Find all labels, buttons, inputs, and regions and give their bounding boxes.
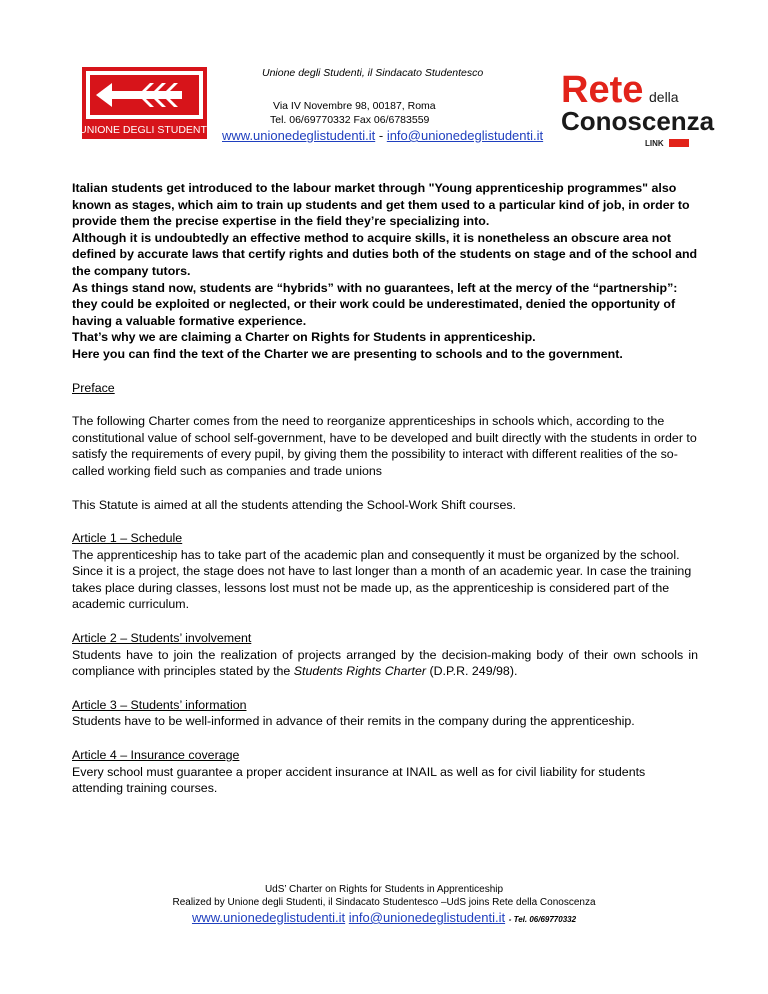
org-title: Unione degli Studenti, il Sindacato Studentesco [262,67,484,79]
letterhead [0,0,768,160]
article-1-body: The apprenticeship has to take part of the academic plan and consequently it must be organized by the school. Since it is a project, the stage does not have to last longer than a month of an academic year. In case the training takes place during classes, lessons lost must not be made up, as the apprenticeship is considered part of the academic curriculum. [72,547,692,612]
footer-line2: Realized by Unione degli Studenti, il Sindacato Studentesco –UdS joins Rete della Conoscenza [172,897,596,908]
rete-logo-word3: Conoscenza [561,106,715,136]
rete-logo-word1: Rete [561,69,644,111]
header-links [222,128,543,143]
rete-logo-word2: della [649,89,679,105]
article-2-body-pre: Students have to join the realization of projects arranged by the decision-making body of their own schools in compliance with principles stated by the [72,647,698,679]
article-2-title: Article 2 – Students’ involvement [72,631,252,646]
header-link-separator: - [378,128,384,143]
students-rights-charter: Students Rights Charter [293,664,427,679]
article-1-title: Article 1 – Schedule [72,531,183,546]
article-2-body [72,647,698,680]
preface-title: Preface [72,380,115,395]
article-4-body: Every school must guarantee a proper accident insurance at INAIL as well as for civil liability for students attending training courses. [72,764,646,796]
header-website-link[interactable]: www.unionedeglistudenti.it [222,128,376,143]
rete-logo-sub: LINK [645,139,664,148]
statute-scope: This Statute is aimed at all the students attending the School-Work Shift courses. [72,497,516,512]
rete-conoscenza-logo [557,66,715,150]
org-address: Via IV Novembre 98, 00187, Roma [273,100,436,112]
article-4-title: Article 4 – Insurance coverage [72,748,240,763]
page-footer [0,883,768,926]
uds-logo-text: UNIONE DEGLI STUDENTI [79,124,210,136]
org-phone: Tel. 06/69770332 Fax 06/6783559 [270,114,430,126]
footer-email-link[interactable]: info@unionedeglistudenti.it [348,910,506,925]
header-email-link[interactable]: info@unionedeglistudenti.it [386,128,544,143]
footer-phone: - Tel. 06/69770332 [508,915,577,924]
intro-block [72,180,698,363]
document-body [72,180,698,797]
intro-paragraph: That’s why we are claiming a Charter on Rights for Students in apprenticeship. [72,330,536,345]
article-2-body-post: (D.P.R. 249/98). [426,664,518,679]
uds-logo [79,67,210,139]
preface-body: The following Charter comes from the need to reorganize apprenticeships in schools which, according to the constitutional value of school self-government, have to be developed and built directly with the students in order to satisfy the requirements of every pupil, by giving them the possibility to interact with different realities of the so-called working field such as companies and trade unions [72,414,697,478]
article-3-title: Article 3 – Students’ information [72,697,247,712]
intro-paragraph: Italian students get introduced to the labour market through "Young apprenticeship programmes" also known as stages, which aim to train up students and get them used to a particular kind of job, in order to provide them the precise expertise in the field they’re specializing into. [72,181,690,229]
intro-paragraph: As things stand now, students are “hybrids” with no guarantees, left at the mercy of the “partnership”: they could be exploited or neglected, or their work could be underestimated, denied the opportunity of having a valuable formative experience. [72,280,678,328]
footer-line1: UdS’ Charter on Rights for Students in Apprenticeship [264,884,504,895]
footer-links [0,911,768,926]
intro-paragraph: Although it is undoubtedly an effective method to acquire skills, it is nonetheless an obscure area not defined by accurate laws that certify rights and duties both of the students on stage and of the school and the company tutors. [72,230,698,278]
article-3-body: Students have to be well-informed in advance of their remits in the company during the apprenticeship. [72,714,635,729]
intro-paragraph: Here you can find the text of the Charter we are presenting to schools and to the government. [72,346,623,361]
footer-website-link[interactable]: www.unionedeglistudenti.it [191,910,346,925]
